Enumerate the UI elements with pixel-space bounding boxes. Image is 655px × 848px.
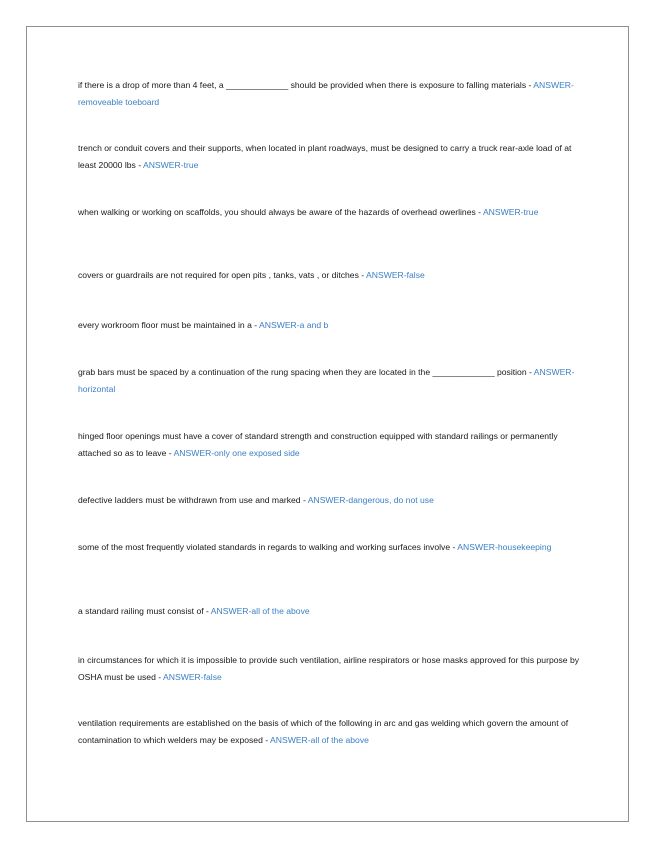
answer-text: ANSWER-only one exposed side xyxy=(173,447,300,458)
question-text: in circumstances for which it is impossible to provide such ventilation, airline respirators or hose masks approved for this purpose by OSHA must be used xyxy=(78,655,580,682)
answer-text: ANSWER-all of the above xyxy=(210,606,310,616)
separator: - xyxy=(262,734,271,745)
qa-item xyxy=(78,77,588,110)
qa-item xyxy=(78,364,588,397)
answer-text: ANSWER-horizontal xyxy=(78,367,575,394)
answer-text: ANSWER-true xyxy=(142,159,199,170)
separator: - xyxy=(166,447,174,458)
separator: - xyxy=(155,671,164,682)
question-text: grab bars must be spaced by a continuation of the rung spacing when they are located in the _____________ position xyxy=(78,367,527,377)
qa-item xyxy=(78,603,588,620)
question-text: if there is a drop of more than 4 feet, a _____________ should be provided when there is exposure to falling materials xyxy=(78,80,527,90)
separator: - xyxy=(475,207,483,217)
separator: - xyxy=(358,270,367,280)
separator: - xyxy=(251,320,260,330)
qa-item xyxy=(78,140,588,173)
answer-text: ANSWER-a and b xyxy=(259,320,329,330)
question-text: some of the most frequently violated standards in regards to walking and working surfaces involve xyxy=(78,542,451,552)
qa-item xyxy=(78,267,588,284)
question-text: every workroom floor must be maintained in a xyxy=(78,320,252,330)
separator: - xyxy=(526,80,534,90)
question-text: when walking or working on scaffolds, you should always be aware of the hazards of overhead owerlines xyxy=(78,207,476,217)
separator: - xyxy=(526,367,534,377)
question-text: a standard railing must consist of xyxy=(78,606,204,616)
question-text: trench or conduit covers and their supports, when located in plant roadways, must be designed to carry a truck rear-axle load of at least 20000 lbs xyxy=(78,143,572,170)
answer-text: ANSWER-true xyxy=(482,207,539,217)
qa-item xyxy=(78,715,588,748)
separator: - xyxy=(203,606,211,616)
answer-text: ANSWER-housekeeping xyxy=(457,542,552,552)
question-text: hinged floor openings must have a cover of standard strength and construction equipped with standard railings or permanently attached so as to leave xyxy=(78,431,558,458)
qa-item xyxy=(78,204,588,221)
answer-text: ANSWER-removeable toeboard xyxy=(78,80,574,107)
qa-item xyxy=(78,492,588,509)
separator: - xyxy=(135,159,143,170)
answer-text: ANSWER-false xyxy=(366,270,425,280)
answer-text: ANSWER-dangerous, do not use xyxy=(307,495,434,505)
qa-item xyxy=(78,539,588,556)
answer-text: ANSWER-all of the above xyxy=(270,734,369,745)
question-text: defective ladders must be withdrawn from use and marked xyxy=(78,495,301,505)
qa-item xyxy=(78,428,588,461)
qa-item xyxy=(78,652,588,685)
separator: - xyxy=(300,495,308,505)
document-page xyxy=(26,26,629,822)
separator: - xyxy=(450,542,458,552)
answer-text: ANSWER-false xyxy=(163,671,222,682)
question-text: ventilation requirements are established on the basis of which of the following in arc and gas welding which govern the amount of contamination to which welders may be exposed xyxy=(78,718,569,745)
qa-item xyxy=(78,317,588,334)
question-text: covers or guardrails are not required for open pits , tanks, vats , or ditches xyxy=(78,270,359,280)
